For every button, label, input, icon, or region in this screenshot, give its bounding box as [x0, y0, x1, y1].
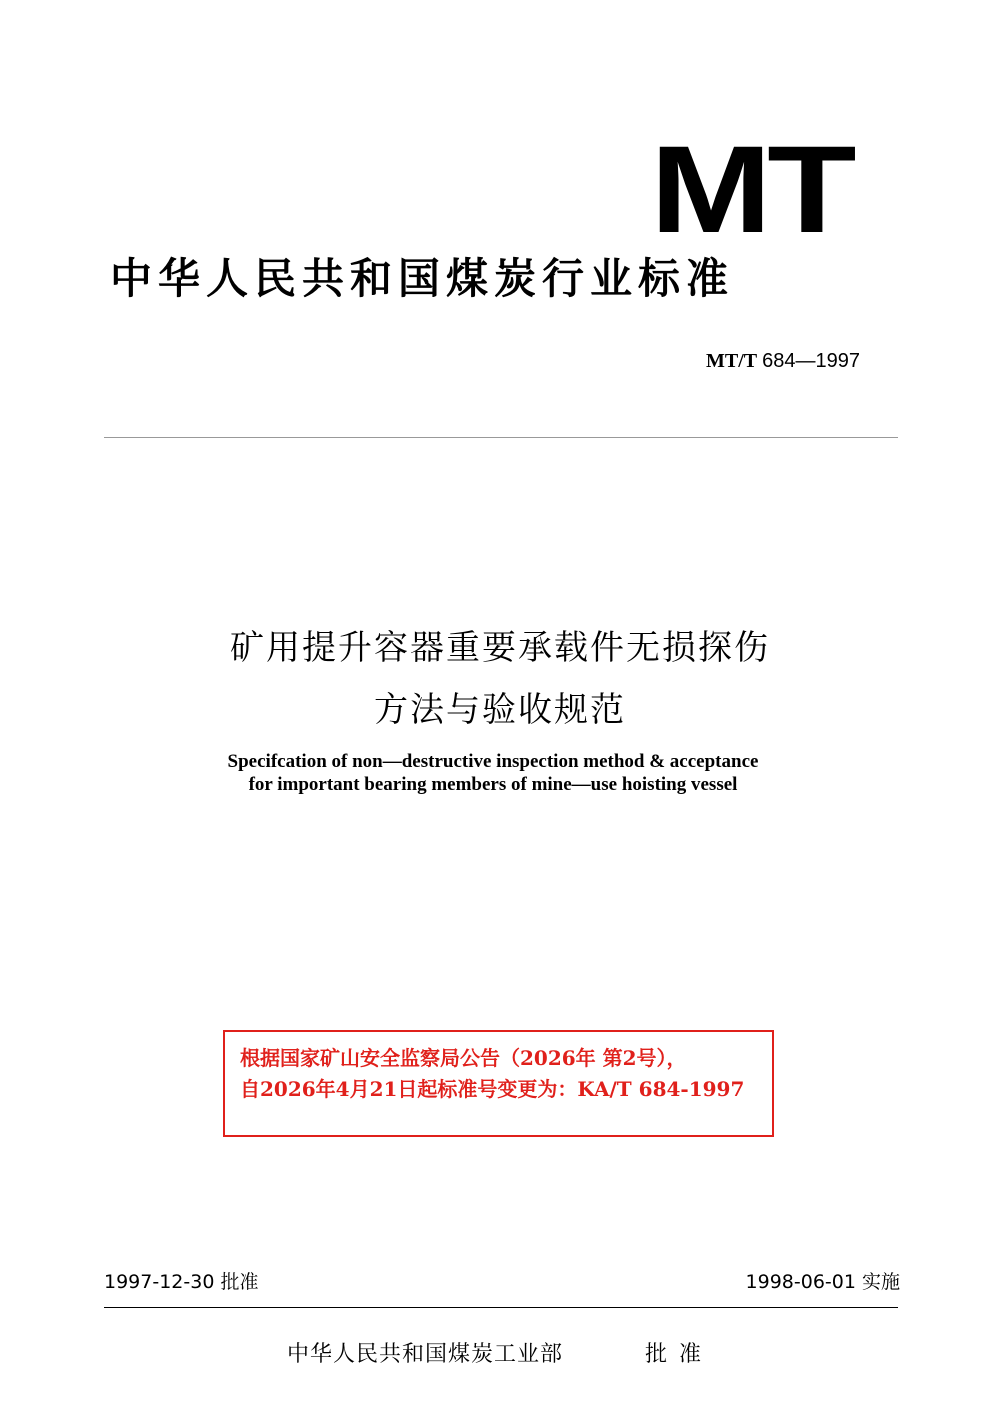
- effective-date: 1998-06-01 实施: [745, 1271, 900, 1293]
- approve-label: 批准: [645, 1342, 714, 1367]
- approved-date: 1997-12-30 批准: [104, 1271, 259, 1293]
- document-title-cn-line1: 矿用提升容器重要承载件无损探伤: [230, 628, 770, 668]
- mt-logo: MT: [650, 121, 852, 259]
- document-title-cn-line2: 方法与验收规范: [374, 690, 626, 730]
- notice-line2: 自2026年4月21日起标准号变更为：KA/T 684-1997: [240, 1077, 745, 1101]
- standard-code-number: 684—1997: [762, 350, 860, 372]
- standard-category-title: 中华人民共和国煤炭行业标准: [110, 254, 735, 303]
- bottom-divider: [104, 1307, 898, 1308]
- notice-line1: 根据国家矿山安全监察局公告（2026年 第2号），: [240, 1046, 687, 1070]
- standard-code: [706, 347, 860, 375]
- document-title-en-line1: Specifcation of non—destructive inspection method & acceptance: [227, 751, 759, 772]
- top-divider: [104, 437, 898, 438]
- issuing-authority: 中华人民共和国煤炭工业部: [287, 1342, 564, 1367]
- document-title-en-line2: for important bearing members of mine—use hoisting vessel: [248, 774, 738, 795]
- standard-code-prefix: MT/T: [706, 350, 758, 372]
